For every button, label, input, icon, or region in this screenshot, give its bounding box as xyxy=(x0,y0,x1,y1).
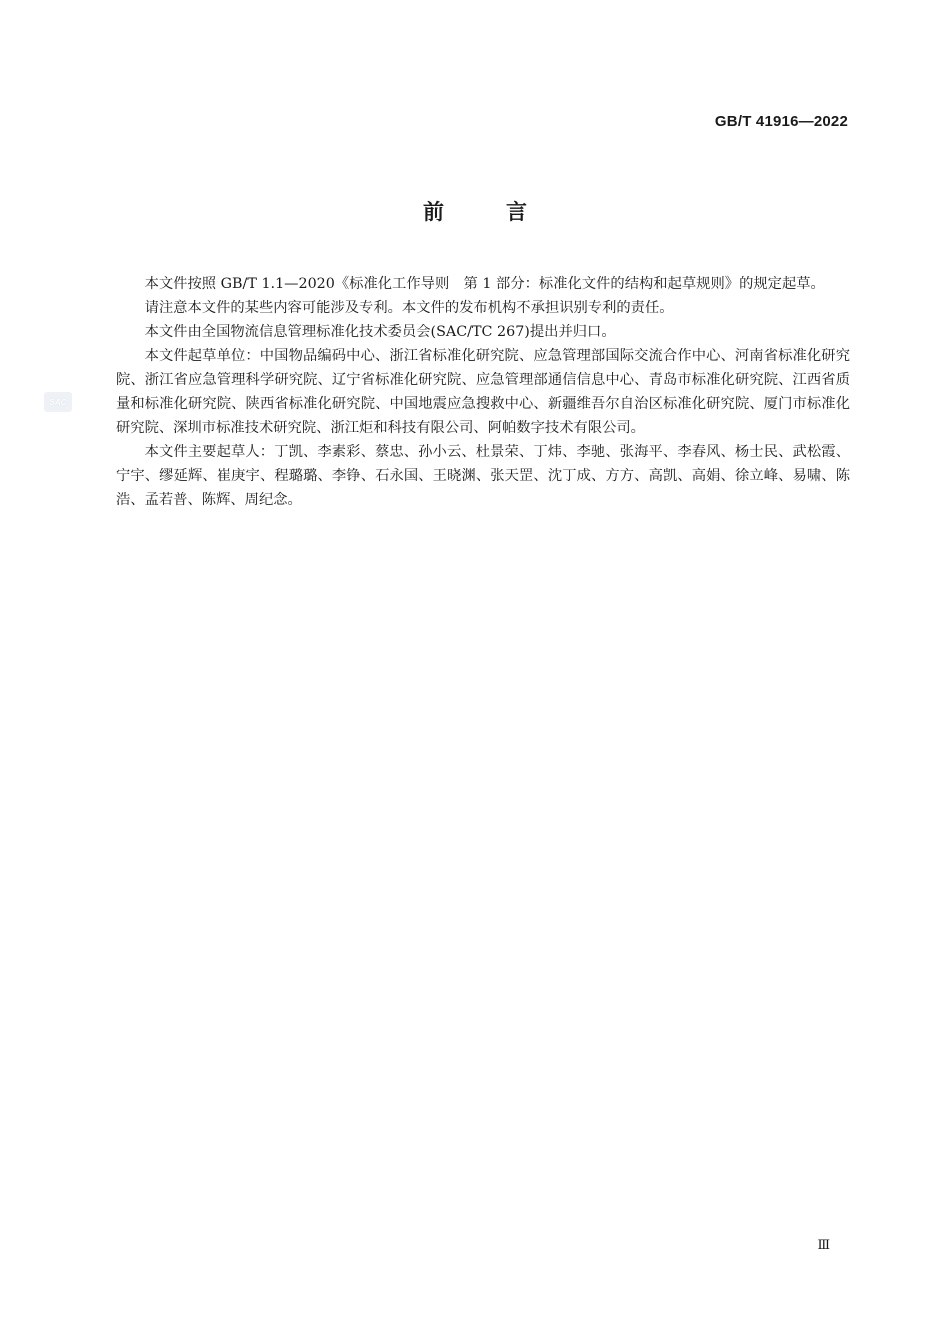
sac-watermark-text: SAC xyxy=(49,397,67,407)
paragraph-patent-notice: 请注意本文件的某些内容可能涉及专利。本文件的发布机构不承担识别专利的责任。 xyxy=(144,300,674,316)
paragraph-proposer: 本文件由全国物流信息管理标准化技术委员会(SAC/TC 267)提出并归口。 xyxy=(144,324,616,340)
page-title: 前言 xyxy=(423,200,589,224)
paragraph-drafting-units: 本文件起草单位：中国物品编码中心、浙江省标准化研究院、应急管理部国际交流合作中心、河南省标准化研究院、浙江省应急管理科学研究院、辽宁省标准化研究院、应急管理部通信信息中心、青岛市标准化研究院、江西省质量和标准化研究院、陕西省标准化研究院、中国地震应急搜救中心、新疆维吾尔自治区标准化研究院、厦门市标准化研究院、深圳市标准技术研究院、浙江炬和科技有限公司、阿帕数字技术有限公司。 xyxy=(116,348,850,436)
sac-watermark-logo xyxy=(44,392,72,412)
page-number: Ⅲ xyxy=(817,1237,830,1252)
preface-body xyxy=(116,272,850,512)
standard-code: GB/T 41916—2022 xyxy=(714,113,848,130)
paragraph-drafters: 本文件主要起草人：丁凯、李素彩、蔡忠、孙小云、杜景荣、丁炜、李驰、张海平、李春风、杨士民、武松霞、宁宇、缪延辉、崔庚宇、程璐璐、李铮、石永国、王晓渊、张天罡、沈丁成、方方、高凯、高娟、徐立峰、易啸、陈浩、孟若普、陈辉、周纪念。 xyxy=(116,444,850,508)
paragraph-drafting-rules: 本文件按照 GB/T 1.1—2020《标准化工作导则 第 1 部分：标准化文件的结构和起草规则》的规定起草。 xyxy=(144,276,825,292)
